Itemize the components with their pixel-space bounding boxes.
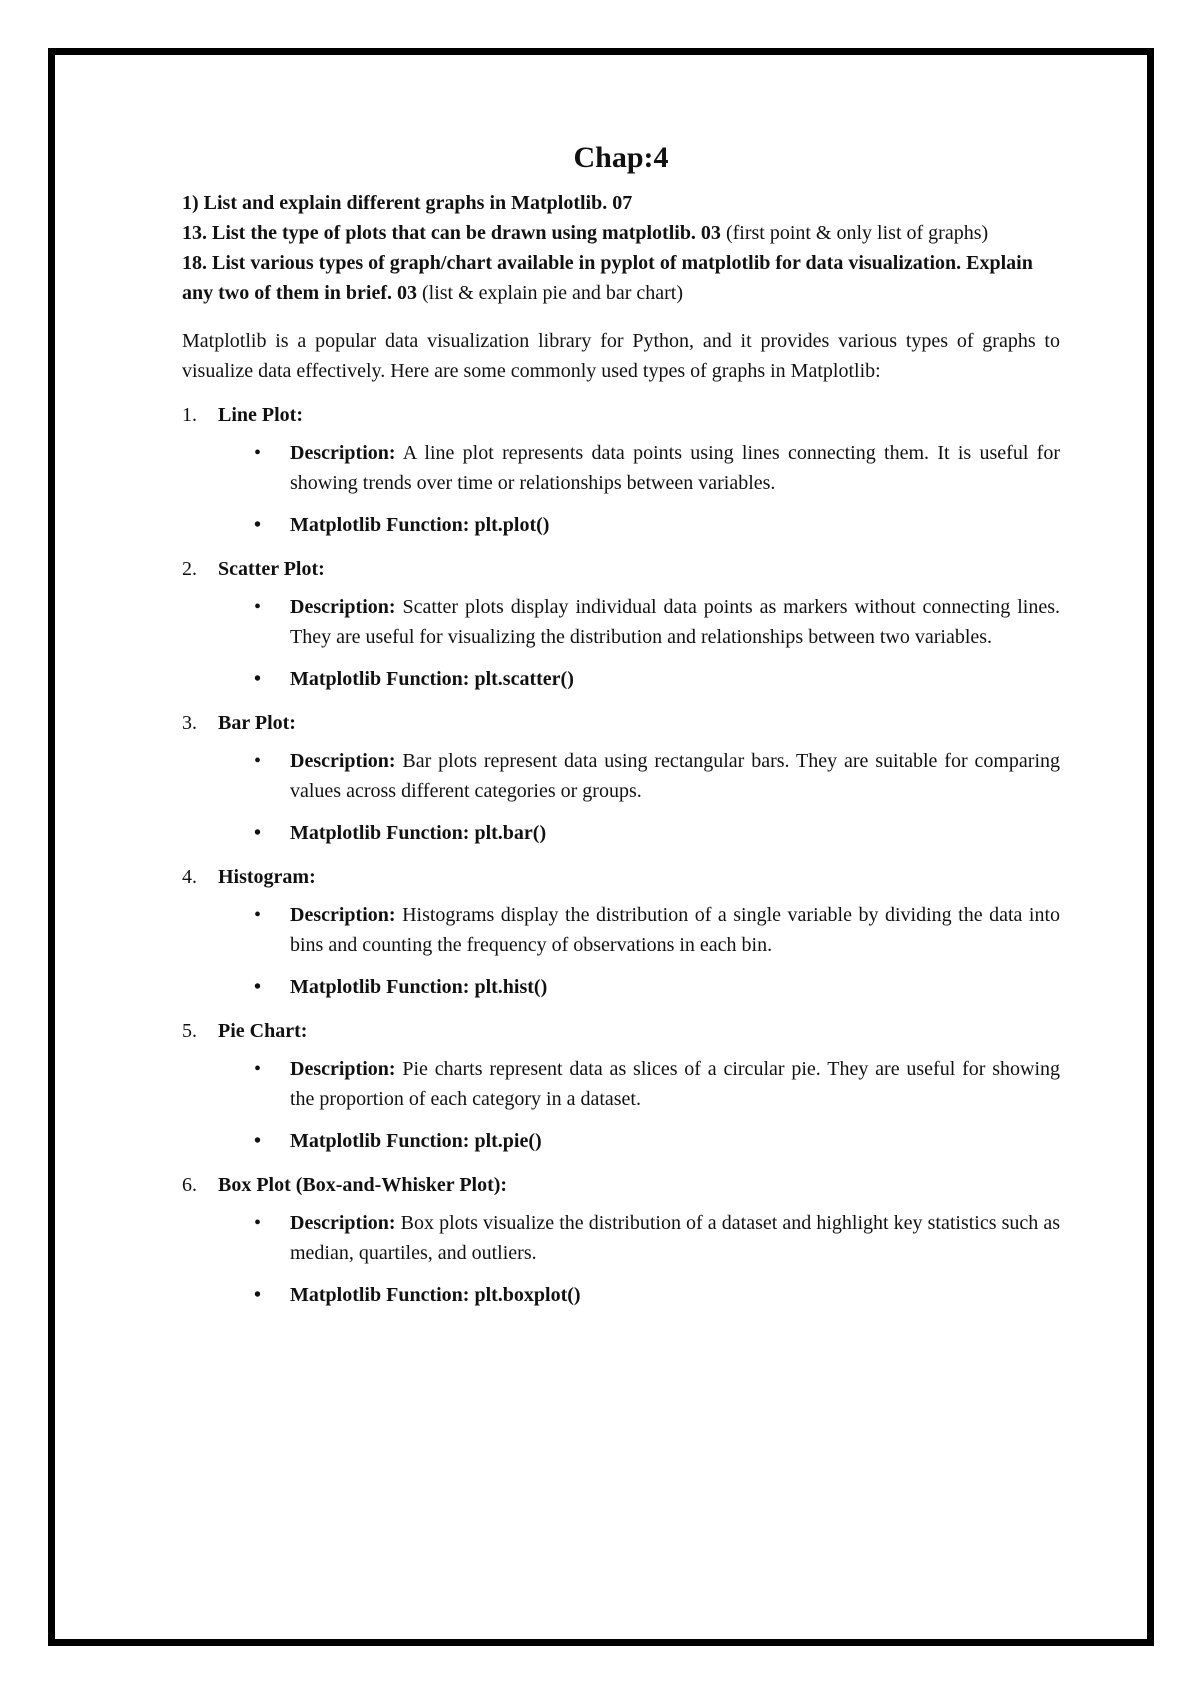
function-bullet (182, 1280, 1060, 1310)
description-label: Description: (290, 596, 396, 618)
section-title: Pie Chart: (218, 1020, 308, 1042)
section-heading (182, 400, 1060, 430)
description-bullet (182, 1208, 1060, 1268)
description-text: Histograms display the distribution of a single variable by dividing the data into bins and counting the frequency of observations in each bin. (290, 904, 1060, 956)
section-number: 6. (182, 1174, 197, 1196)
description-label: Description: (290, 1058, 396, 1080)
graph-type-list (182, 400, 1060, 1310)
function-text: Matplotlib Function: plt.bar() (290, 822, 547, 844)
function-text: Matplotlib Function: plt.hist() (290, 976, 548, 998)
function-bullet (182, 972, 1060, 1002)
section-title: Line Plot: (218, 404, 303, 426)
graph-section (182, 400, 1060, 540)
section-heading (182, 554, 1060, 584)
section-number: 3. (182, 712, 197, 734)
bullet-icon: • (254, 514, 262, 536)
bullet-icon: • (254, 442, 262, 464)
bullet-icon: • (254, 668, 262, 690)
graph-section (182, 1016, 1060, 1156)
description-text: Scatter plots display individual data points as markers without connecting lines. They are useful for visualizing the distribution and relationships between two variables. (290, 596, 1061, 648)
bullet-icon: • (254, 596, 262, 618)
function-text: Matplotlib Function: plt.plot() (290, 514, 550, 536)
function-bullet (182, 818, 1060, 848)
description-text: A line plot represents data points using lines connecting them. It is useful for showing trends over time or relationships between variables. (290, 442, 1060, 494)
bullet-icon: • (254, 1212, 262, 1234)
description-bullet (182, 438, 1060, 498)
bullet-icon: • (254, 1058, 262, 1080)
function-text: Matplotlib Function: plt.scatter() (290, 668, 574, 690)
section-title: Box Plot (Box-and-Whisker Plot): (218, 1174, 508, 1196)
bullet-icon: • (254, 1130, 262, 1152)
section-number: 5. (182, 1020, 197, 1042)
bullet-icon: • (254, 822, 262, 844)
description-label: Description: (290, 904, 396, 926)
description-bullet (182, 592, 1060, 652)
question-18: 18. List various types of graph/chart available in pyplot of matplotlib for data visualization. Explain any two of them in brief. 03 (list & explain pie and bar chart) (182, 252, 1033, 304)
description-label: Description: (290, 442, 396, 464)
section-title: Scatter Plot: (218, 558, 325, 580)
description-label: Description: (290, 1212, 396, 1234)
question-13: 13. List the type of plots that can be drawn using matplotlib. 03 (first point & only list of graphs) (182, 222, 989, 244)
document-body (182, 138, 1060, 1320)
bullet-icon: • (254, 1284, 262, 1306)
section-heading (182, 1170, 1060, 1200)
question-18-note: (list & explain pie and bar chart) (421, 282, 683, 304)
intro-paragraph: Matplotlib is a popular data visualization library for Python, and it provides various types of graphs to visualize data effectively. Here are some commonly used types of graphs in Matplotlib: (182, 330, 1060, 382)
description-bullet (182, 900, 1060, 960)
section-heading (182, 708, 1060, 738)
function-bullet (182, 1126, 1060, 1156)
section-heading (182, 862, 1060, 892)
function-text: Matplotlib Function: plt.pie() (290, 1130, 542, 1152)
description-text: Box plots visualize the distribution of a dataset and highlight key statistics such as median, quartiles, and outliers. (290, 1212, 1061, 1264)
function-bullet (182, 664, 1060, 694)
section-number: 1. (182, 404, 197, 426)
question-1: 1) List and explain different graphs in Matplotlib. 07 (182, 192, 633, 214)
description-bullet (182, 1054, 1060, 1114)
section-number: 4. (182, 866, 197, 888)
section-number: 2. (182, 558, 197, 580)
graph-section (182, 708, 1060, 848)
description-text: Pie charts represent data as slices of a circular pie. They are useful for showing the proportion of each category in a dataset. (290, 1058, 1061, 1110)
bullet-icon: • (254, 976, 262, 998)
question-13-note: (first point & only list of graphs) (725, 222, 989, 244)
function-text: Matplotlib Function: plt.boxplot() (290, 1284, 581, 1306)
section-heading (182, 1016, 1060, 1046)
function-bullet (182, 510, 1060, 540)
description-label: Description: (290, 750, 396, 772)
bullet-icon: • (254, 904, 262, 926)
page-title: Chap:4 (573, 141, 669, 174)
graph-section (182, 862, 1060, 1002)
section-title: Bar Plot: (218, 712, 296, 734)
section-title: Histogram: (218, 866, 316, 888)
bullet-icon: • (254, 750, 262, 772)
description-text: Bar plots represent data using rectangular bars. They are suitable for comparing values across different categories or groups. (290, 750, 1060, 802)
description-bullet (182, 746, 1060, 806)
graph-section (182, 554, 1060, 694)
graph-section (182, 1170, 1060, 1310)
